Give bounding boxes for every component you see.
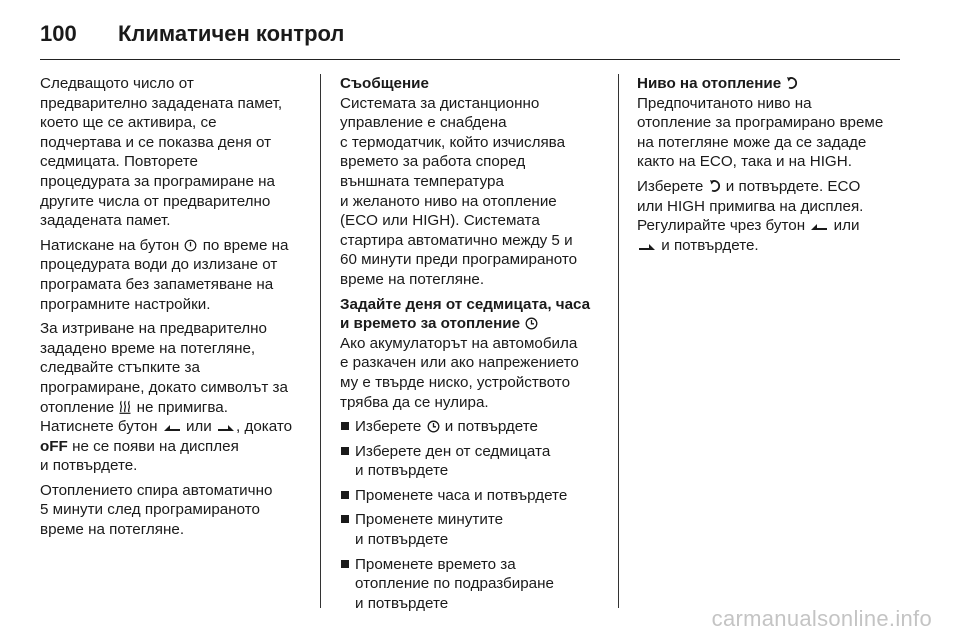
page-title: Климатичен контрол [118,21,345,46]
column-divider [320,74,321,608]
section-set-time: Задайте деня от седмицата, часа и времето за отопление Ако акумулаторът на автомобила е разкачен или ако напрежението му е твърде ниско, устройството трябва да се нулира. [340,295,602,413]
note-block: Съобщение Системата за дистанционно управление е снабдена с термодатчик, който изчислява времето за работа според външната температура и желаното ниво на отопление (ECO или HIGH). Системата стартира автоматично между 5 и 60 минути преди програмираното време на потегляне. [340,74,602,290]
exit-clock-icon [184,239,197,252]
right-arrow-button-icon [638,242,656,252]
paragraph-delete: За изтриване на предварително зададено време на потегляне, следвайте стъпките за програмиране, докато символът за отопление не примигва. Натиснете бутон или , докато oFF не се появи на дисплея и потвърдете. [40,320,293,475]
heating-level-icon [709,179,721,193]
paragraph-auto-stop: Отоплението спира автоматично 5 минути след програмираното време на потегляне. [40,481,273,539]
right-arrow-button-icon [217,423,235,433]
list-item: Променете часа и потвърдете [340,486,602,506]
page-header [40,14,344,54]
left-arrow-button-icon [163,423,181,433]
section-heading: Ниво на отопление [637,75,782,92]
heating-icon [119,400,131,414]
paragraph-next-memory: Следващото число от предварително зададената памет, което ще се активира, се подчертава и се показва деня от седмицата. Повторете процедурата за програмиране на другите числа от предварително зададената памет. [40,75,283,230]
note-heading: Съобщение [340,75,429,92]
column-divider [618,74,619,608]
page-number: 100 [40,21,77,46]
column-right [637,74,907,260]
paragraph-exit: Натискане на бутон по време на процедурата води до излизане от програмата без запаметяване на програмните настройки. [40,236,289,313]
list-item: Променете времето за отопление по подразбиране и потвърдете [340,555,602,614]
column-middle [340,74,602,618]
steps-list [340,417,602,613]
clock-icon [427,420,440,433]
section-heading: Задайте деня от седмицата, часа [340,295,591,313]
left-arrow-button-icon [810,222,828,232]
list-item: Изберете и потвърдете [340,417,602,437]
paragraph-select-level: Изберете и потвърдете. ECO или HIGH примигва на дисплея. Регулирайте чрез бутон или и потвърдете. [637,177,864,254]
header-divider [40,59,900,60]
watermark: carmanualsonline.info [711,606,932,631]
heating-level-icon [786,76,798,90]
list-item: Изберете ден от седмицата и потвърдете [340,442,602,481]
clock-icon [525,317,538,330]
column-left [40,74,302,545]
list-item: Променете минутите и потвърдете [340,510,602,549]
section-heating-level: Ниво на отопление Предпочитаното ниво на отопление за програмирано време на потегляне може да се зададе както на ECO, така и на HIGH. [637,75,884,171]
